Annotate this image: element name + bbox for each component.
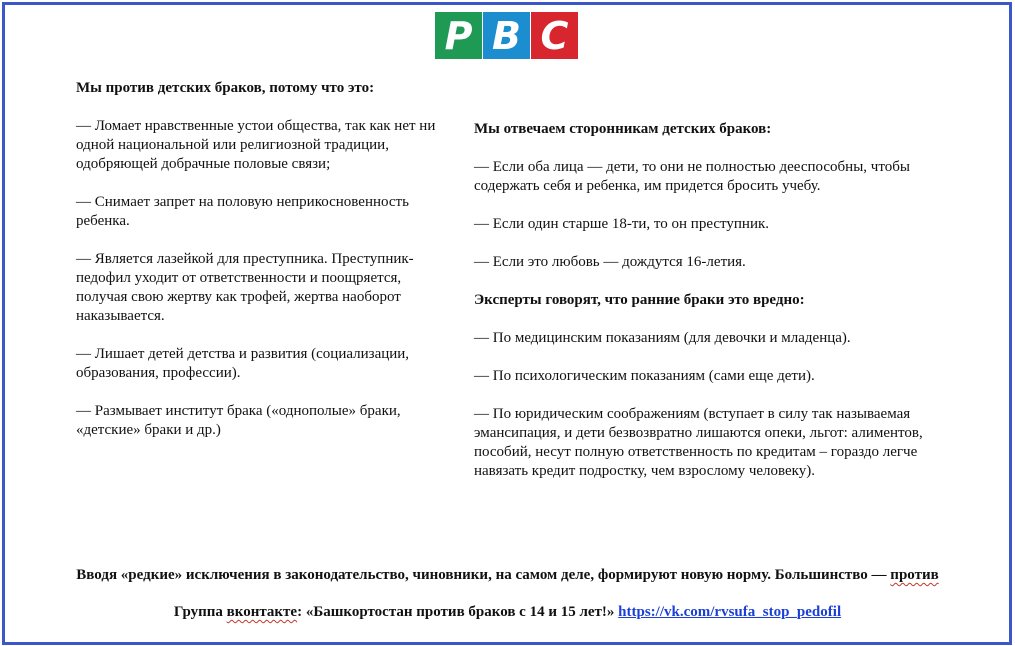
right-expert-3: — По юридическим соображениям (вступает в силу так называемая эмансипация, и дети безвозвратно лишаются опеки, льгот: алиментов, пособий, несут полную ответственность по кредитам – гораздо легче навязать кредит подростку, чем взрослому человеку). — [474, 406, 923, 479]
footer-group-word: вконтакте — [226, 604, 298, 620]
left-item-1: — Ломает нравственные устои общества, так как нет ни одной национальной или религиозной традиции, одобряющей добрачные половые связи; — [76, 118, 436, 172]
right-heading-experts: Эксперты говорят, что ранние браки это вредно: — [474, 292, 805, 308]
vk-group-link[interactable]: https://vk.com/rvsufa_stop_pedofil — [618, 604, 842, 620]
left-column — [76, 79, 441, 440]
left-item-4: — Лишает детей детства и развития (социализации, образования, профессии). — [76, 346, 410, 381]
left-heading: Мы против детских браков, потому что это: — [76, 80, 375, 96]
right-heading-answers: Мы отвечаем сторонникам детских браков: — [474, 121, 772, 137]
left-item-3: — Является лазейкой для преступника. Преступник-педофил уходит от ответственности и поощряется, получая свою жертву как трофей, жертва наоборот наказывается. — [76, 251, 414, 324]
logo-letter-b: B — [482, 12, 531, 59]
logo-letter-c: C — [531, 12, 578, 59]
footer-group-line — [0, 604, 1015, 621]
logo-letter-p: P — [435, 12, 482, 59]
footer-group-prefix: Группа — [173, 604, 227, 620]
left-item-2: — Снимает запрет на половую неприкосновенность ребенка. — [76, 194, 409, 229]
right-column — [474, 120, 949, 481]
footer-statement-end: против — [890, 567, 939, 583]
right-answer-1: — Если оба лица — дети, то они не полностью дееспособны, чтобы содержать себя и ребенка, им придется бросить учебу. — [474, 159, 910, 194]
right-answer-3: — Если это любовь — дождутся 16-летия. — [474, 254, 746, 270]
right-expert-2: — По психологическим показаниям (сами еще дети). — [474, 368, 815, 384]
rvs-logo — [435, 12, 578, 59]
right-answer-2: — Если один старше 18-ти, то он преступник. — [474, 216, 770, 232]
right-expert-1: — По медицинским показаниям (для девочки и младенца). — [474, 330, 851, 346]
left-item-5: — Размывает институт брака («однополые» браки, «детские» браки и др.) — [76, 403, 401, 438]
footer-statement-text: Вводя «редкие» исключения в законодательство, чиновники, на самом деле, формируют новую норму. Большинство — — [76, 567, 891, 583]
footer-group-rest: : «Башкортостан против браков с 14 и 15 лет!» — [297, 604, 619, 620]
footer-statement — [0, 567, 1015, 584]
